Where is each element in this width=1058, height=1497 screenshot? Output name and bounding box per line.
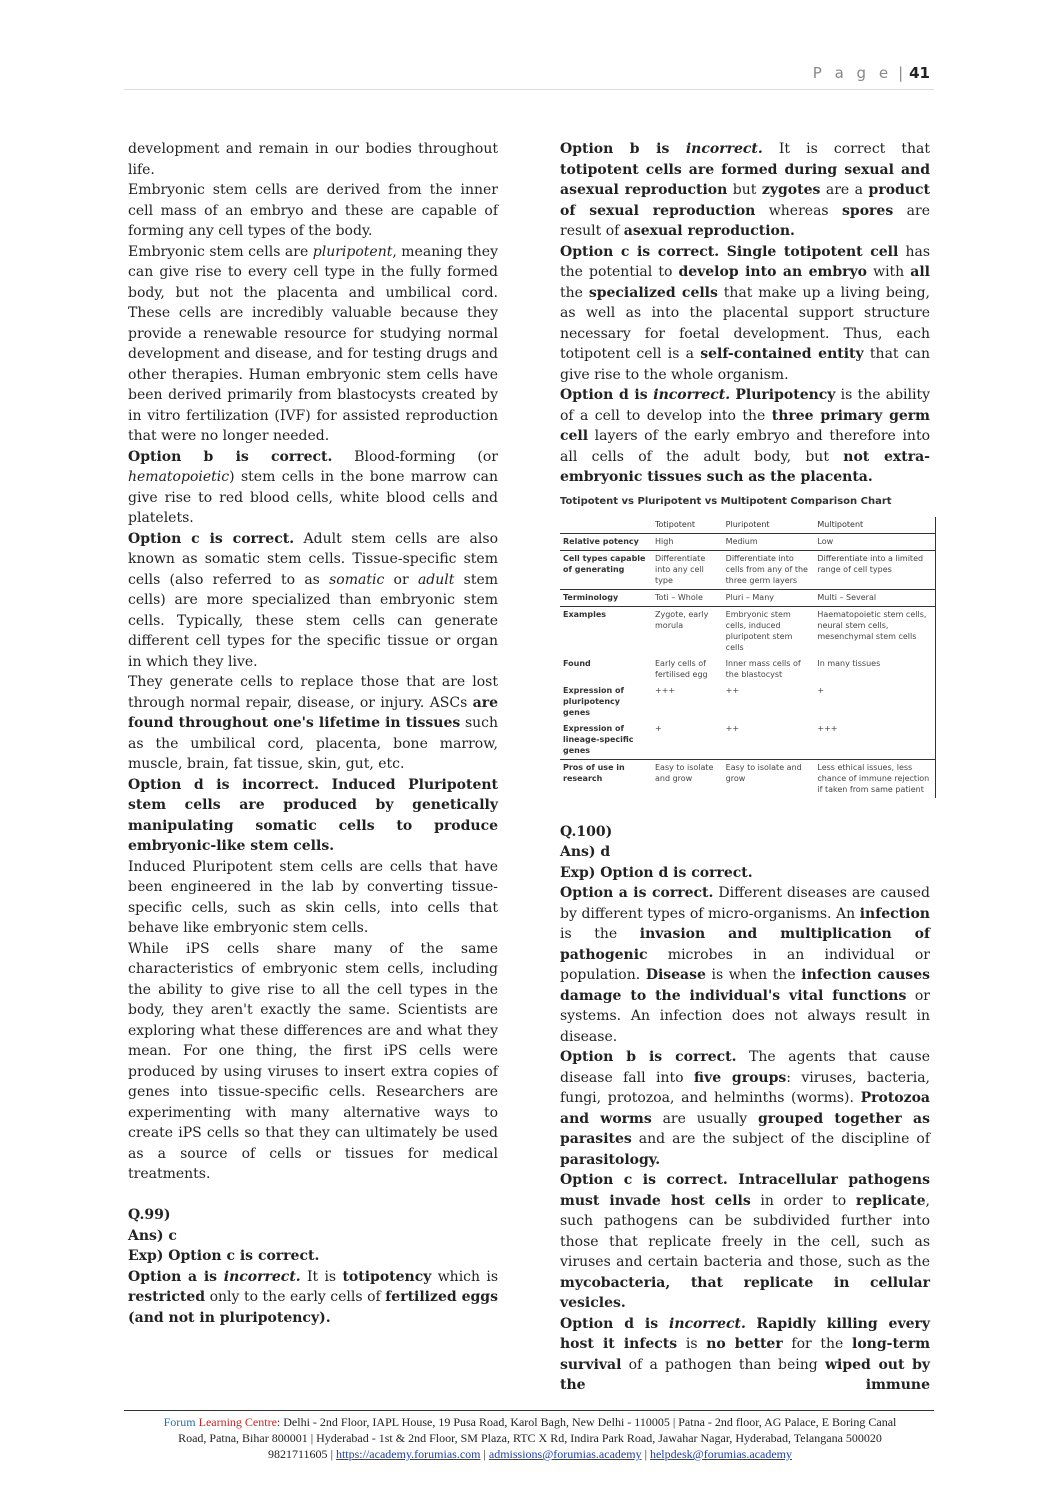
text-run: mycobacteria, that replicate in cellular vesicles. xyxy=(560,1274,930,1311)
text-run: Pluripotency xyxy=(735,387,836,403)
text-run: grouped together as parasites xyxy=(560,1110,931,1147)
comparison-table xyxy=(560,517,936,798)
text-run: product of sexual reproduction xyxy=(560,182,930,219)
paragraph xyxy=(560,139,930,242)
text-run: wiped out by the immune xyxy=(560,1356,930,1393)
table-cell: In many tissues xyxy=(817,658,881,668)
table-cell: Zygote, early morula xyxy=(655,609,709,630)
text-run: is xyxy=(677,1336,707,1352)
paragraph xyxy=(128,242,498,447)
text-run: Option a is xyxy=(128,1268,224,1285)
paragraph xyxy=(560,883,930,1047)
text-run: invasion and multiplication of pathogenic xyxy=(560,926,930,963)
table-cell: Pluripotent xyxy=(723,517,815,534)
phone-number: 9821711605 xyxy=(268,1447,328,1461)
text-run: self-contained entity xyxy=(700,346,864,362)
text-run: incorrect. xyxy=(223,1268,301,1285)
text-run: that can give rise to the whole organism. xyxy=(560,346,931,383)
table-row xyxy=(560,683,936,721)
paragraph xyxy=(560,1314,930,1396)
table-cell: + xyxy=(817,685,825,695)
table-cell: Pros of use in research xyxy=(563,762,625,783)
table-cell xyxy=(560,517,652,534)
paragraph xyxy=(128,1267,498,1329)
chart-title: Totipotent vs Pluripotent vs Multipotent Comparison Chart xyxy=(560,495,892,507)
address-line: Road, Patna, Bihar 800001 | Hyderabad - 1st & 2nd Floor, SM Plaza, RTC X Rd, Indira Park Road, Jawahar Nagar, Hyderabad, Telangana 500020 xyxy=(178,1431,882,1445)
explanation-heading: Exp) Option d is correct. xyxy=(560,864,753,881)
table-row xyxy=(560,589,936,606)
table-row xyxy=(560,533,936,550)
text-run: and are the subject of the discipline of xyxy=(631,1131,930,1147)
table-cell: Inner mass cells of the blastocyst xyxy=(725,658,801,679)
text-run: ) stem cells in the bone marrow can give rise to red blood cells, white blood cells and platelets. xyxy=(128,469,498,526)
paragraph xyxy=(128,139,498,180)
question-number: Q.99) xyxy=(128,1207,171,1223)
comparison-chart xyxy=(560,496,930,798)
table-cell: Medium xyxy=(723,533,815,550)
text-run: replicate xyxy=(855,1192,926,1209)
text-run: They generate cells to replace those that are lost through normal repair, disease, or injury. ASCs xyxy=(128,674,498,711)
table-cell: Low xyxy=(814,533,935,550)
text-run: are result of xyxy=(560,202,930,239)
table-row xyxy=(560,517,936,534)
text-run: or xyxy=(384,571,418,588)
text-run: : viruses, bacteria, fungi, protozoa, and helminths (worms). xyxy=(560,1069,931,1106)
text-run: Option c is correct. xyxy=(128,530,295,547)
table-cell: Found xyxy=(563,658,591,668)
table-cell: ++ xyxy=(723,721,815,760)
text-run: three primary germ cell xyxy=(560,407,930,444)
text-run: infection causes damage to the individual's vital functions xyxy=(560,967,930,1004)
right-column xyxy=(560,139,930,1396)
text-run: The agents that cause disease fall into xyxy=(560,1049,930,1086)
table-cell: ++ xyxy=(725,685,740,695)
text-run: Option b is correct. xyxy=(128,448,333,465)
table-cell: Expression of pluripotency genes xyxy=(563,685,624,717)
page-header: P a g e | 41 xyxy=(812,64,930,82)
text-run: Option a is correct. xyxy=(560,885,714,901)
text-run: , such pathogens can be subdivided further into those that replicate freely in the cell, such as viruses and certain bacteria and those, such as the xyxy=(560,1192,930,1270)
paragraph xyxy=(560,1170,930,1314)
table-cell: Multipotent xyxy=(814,517,935,534)
footer-divider xyxy=(124,1410,934,1411)
text-run: not extra-embryonic tissues such as the placenta. xyxy=(560,448,930,485)
paragraph xyxy=(128,529,498,673)
table-row xyxy=(560,759,936,798)
table-cell: Less ethical issues, less chance of immune rejection if taken from same patient xyxy=(817,762,930,794)
text-run: parasitology. xyxy=(560,1151,661,1168)
text-run: whereas xyxy=(755,202,843,219)
footer: Forum Learning Centre: Delhi - 2nd Floor, IAPL House, 19 Pusa Road, Karol Bagh, New Delhi - 110005 | Patna - 2nd floor, AG Palace, E Boring Canal Road, Patna, Bihar 800001 | Hyderabad - 1st & 2nd Floor, SM Plaza, RTC X Rd, Indira Park Road, Jawahar Nagar, Hyderabad, Telangana 500020 9821711605 | https://academy.forumias.com | admissions@forumias.academy | helpdesk@forumias.academy xyxy=(120,1414,940,1462)
text-run: are a xyxy=(820,182,869,198)
text-run: the xyxy=(560,284,589,301)
text-run: , meaning they can give rise to every cell type in the fully formed body, but not the placenta and umbilical cord. These cells are incredibly valuable because they provide a renewable resource for studying normal development and disease, and for testing drugs and other therapies. Human embryonic stem cells have been derived primarily from blastocysts created by in vitro fertilization (IVF) for assisted reproduction that were no longer needed. xyxy=(128,243,498,444)
text-run: is the ability of a cell to develop into the xyxy=(560,387,930,424)
text-run: Embryonic stem cells are derived from the inner cell mass of an embryo and these are capable of forming any cell types of the body. xyxy=(128,182,498,239)
table-cell: Embryonic stem cells, induced pluripotent stem cells xyxy=(725,609,793,652)
text-run: Disease xyxy=(645,967,706,983)
text-run: pluripotent xyxy=(312,243,393,260)
text-run: layers of the early embryo and therefore into all cells of the adult body, but xyxy=(560,428,930,465)
text-run: such as the umbilical cord, placenta, bone marrow, muscle, brain, fat tissue, skin, gut, etc. xyxy=(128,715,498,772)
text-run: Rapidly killing every host it infects xyxy=(560,1315,931,1352)
text-run: but xyxy=(727,182,762,198)
text-run: five groups xyxy=(693,1069,787,1086)
table-cell: + xyxy=(652,721,723,760)
text-run: somatic xyxy=(329,571,385,588)
table-cell: Examples xyxy=(563,609,607,619)
text-run: incorrect. xyxy=(653,387,731,403)
text-run: long-term survival xyxy=(560,1336,931,1373)
text-run: with xyxy=(867,264,911,280)
table-cell: Toti – Whole xyxy=(652,589,723,606)
text-run: incorrect. xyxy=(685,141,763,157)
table-cell: Totipotent xyxy=(652,517,723,534)
text-run: Option d is xyxy=(560,387,654,403)
text-run: totipotency xyxy=(342,1268,432,1285)
table-cell: Early cells of fertilised egg xyxy=(655,658,708,679)
text-run: restricted xyxy=(128,1289,206,1305)
text-run: spores xyxy=(842,202,894,219)
question-number: Q.100) xyxy=(560,823,613,840)
text-run: microbes in an individual or population. xyxy=(560,946,930,983)
text-run: are usually xyxy=(651,1110,758,1127)
text-run: Option d is xyxy=(560,1315,670,1332)
website-link[interactable]: https://academy.forumias.com xyxy=(335,1447,481,1461)
text-run: has the potential to xyxy=(560,243,930,280)
left-column xyxy=(128,139,498,1328)
text-run: asexual reproduction. xyxy=(623,223,795,239)
text-run: Blood-forming (or xyxy=(332,448,498,465)
paragraph xyxy=(128,857,498,939)
text-run: incorrect. xyxy=(669,1315,746,1332)
paragraph xyxy=(560,385,930,488)
paragraph xyxy=(128,939,498,1185)
text-run: for the xyxy=(782,1336,853,1352)
text-run: Option b is correct. xyxy=(560,1049,737,1065)
text-run: or systems. An infection does not always result in disease. xyxy=(560,987,930,1045)
helpdesk-email-link[interactable]: helpdesk@forumias.academy xyxy=(649,1447,792,1461)
paragraph xyxy=(128,672,498,775)
table-cell: High xyxy=(652,533,723,550)
paragraph xyxy=(560,1047,930,1170)
admissions-email-link[interactable]: admissions@forumias.academy xyxy=(488,1447,642,1461)
table-row xyxy=(560,656,936,683)
paragraph xyxy=(560,242,930,386)
text-run: Option c is correct. Intracellular pathogens must invade host cells xyxy=(560,1172,930,1209)
table-cell: Multi – Several xyxy=(814,589,935,606)
text-run: Option d is incorrect. Induced Pluripotent stem cells are produced by genetically manipulating somatic cells to produce embryonic-like stem cells. xyxy=(128,776,498,854)
paragraph xyxy=(128,180,498,242)
table-cell: Pluri – Many xyxy=(723,589,815,606)
explanation-heading: Exp) Option c is correct. xyxy=(128,1248,320,1264)
answer: Ans) d xyxy=(560,844,611,860)
table-row xyxy=(560,606,936,656)
table-cell: Haematopoietic stem cells, neural stem cells, mesenchymal stem cells xyxy=(817,609,927,641)
text-run: fertilized eggs (and not in pluripotency). xyxy=(128,1289,498,1326)
text-run: all xyxy=(910,264,930,280)
text-run: are found throughout one's lifetime in tissues xyxy=(128,694,498,731)
table-row xyxy=(560,721,936,760)
text-run: Option b is xyxy=(560,141,686,157)
table-cell: Expression of lineage-specific genes xyxy=(560,721,652,760)
text-run: which is xyxy=(431,1268,498,1285)
text-run: development and remain in our bodies throughout life. xyxy=(128,141,498,178)
text-run: hematopoietic xyxy=(128,469,230,485)
text-run: of a pathogen than being xyxy=(621,1356,825,1373)
text-run xyxy=(746,1316,757,1332)
table-cell: Easy to isolate and grow xyxy=(655,762,714,783)
paragraph xyxy=(128,447,498,529)
text-run: specialized cells xyxy=(588,284,718,301)
text-run: Embryonic stem cells are xyxy=(128,243,313,260)
paragraph xyxy=(128,775,498,857)
table-cell: Easy to isolate and grow xyxy=(725,762,802,783)
text-run: develop into an embryo xyxy=(678,264,868,280)
table-cell: +++ xyxy=(655,685,676,695)
text-run: Protozoa and worms xyxy=(560,1090,930,1127)
text-run: in order to xyxy=(750,1192,856,1209)
table-cell: Differentiate into any cell type xyxy=(652,550,723,589)
text-run: is the xyxy=(560,926,640,942)
address-line: : Delhi - 2nd Floor, IAPL House, 19 Pusa Road, Karol Bagh, New Delhi - 110005 | Patna - 2nd floor, AG Palace, E Boring Canal xyxy=(276,1415,897,1429)
table-cell: Terminology xyxy=(560,589,652,606)
answer: Ans) c xyxy=(128,1227,177,1244)
text-run: While iPS cells share many of the same characteristics of embryonic stem cells, including the ability to give rise to all the cell types in the body, they aren't exactly the same. Scientists are exploring what these differences are and what they mean. For one thing, the first iPS cells were produced by using viruses to insert extra copies of genes into tissue-specific cells. Researchers are experimenting with many alternative ways to create iPS cells so that they can ultimately be used as a source of cells or tissues for medical treatments. xyxy=(128,940,498,1182)
text-run: no better xyxy=(706,1336,783,1352)
table-cell: Differentiate into a limited range of cell types xyxy=(814,550,935,589)
header-divider xyxy=(124,89,934,90)
text-run: stem cells) are more specialized than embryonic stem cells. Typically, these stem cells can generate different cell types for the specific tissue or organ in which they live. xyxy=(128,571,499,670)
text-run: infection xyxy=(859,905,930,922)
text-run: adult xyxy=(417,571,455,588)
table-cell: Relative potency xyxy=(560,533,652,550)
text-run: zygotes xyxy=(761,182,821,198)
page-label: P a g e xyxy=(812,64,893,82)
brand-forum: Forum xyxy=(163,1415,196,1429)
text-run: It is xyxy=(300,1268,343,1285)
table-cell: Cell types capable of generating xyxy=(560,550,652,589)
text-run: Option c is correct. Single totipotent cell xyxy=(560,243,899,260)
text-run: is when the xyxy=(705,967,802,983)
page-number: 41 xyxy=(909,64,930,82)
table-cell: Differentiate into cells from any of the three germ layers xyxy=(723,550,815,589)
text-run: It is correct that xyxy=(762,141,930,157)
table-cell: +++ xyxy=(814,721,935,760)
table-row xyxy=(560,550,936,589)
text-run: Induced Pluripotent stem cells are cells that have been engineered in the lab by converting tissue-specific cells, such as skin cells, into cells that behave like embryonic stem cells. xyxy=(128,858,498,936)
text-run: totipotent cells are formed during sexual and asexual reproduction xyxy=(560,161,930,198)
text-run: only to the early cells of xyxy=(205,1289,386,1305)
text-run: Different diseases are caused by different types of micro-organisms. An xyxy=(560,885,930,922)
text-run: Adult stem cells are also known as somatic stem cells. Tissue-specific stem cells (also referred to as xyxy=(128,530,498,588)
brand-learning-centre: Learning Centre xyxy=(198,1415,277,1429)
text-run: that make up a living being, as well as into the placental support structure necessary for foetal development. Thus, each totipotent cell is a xyxy=(560,284,930,362)
